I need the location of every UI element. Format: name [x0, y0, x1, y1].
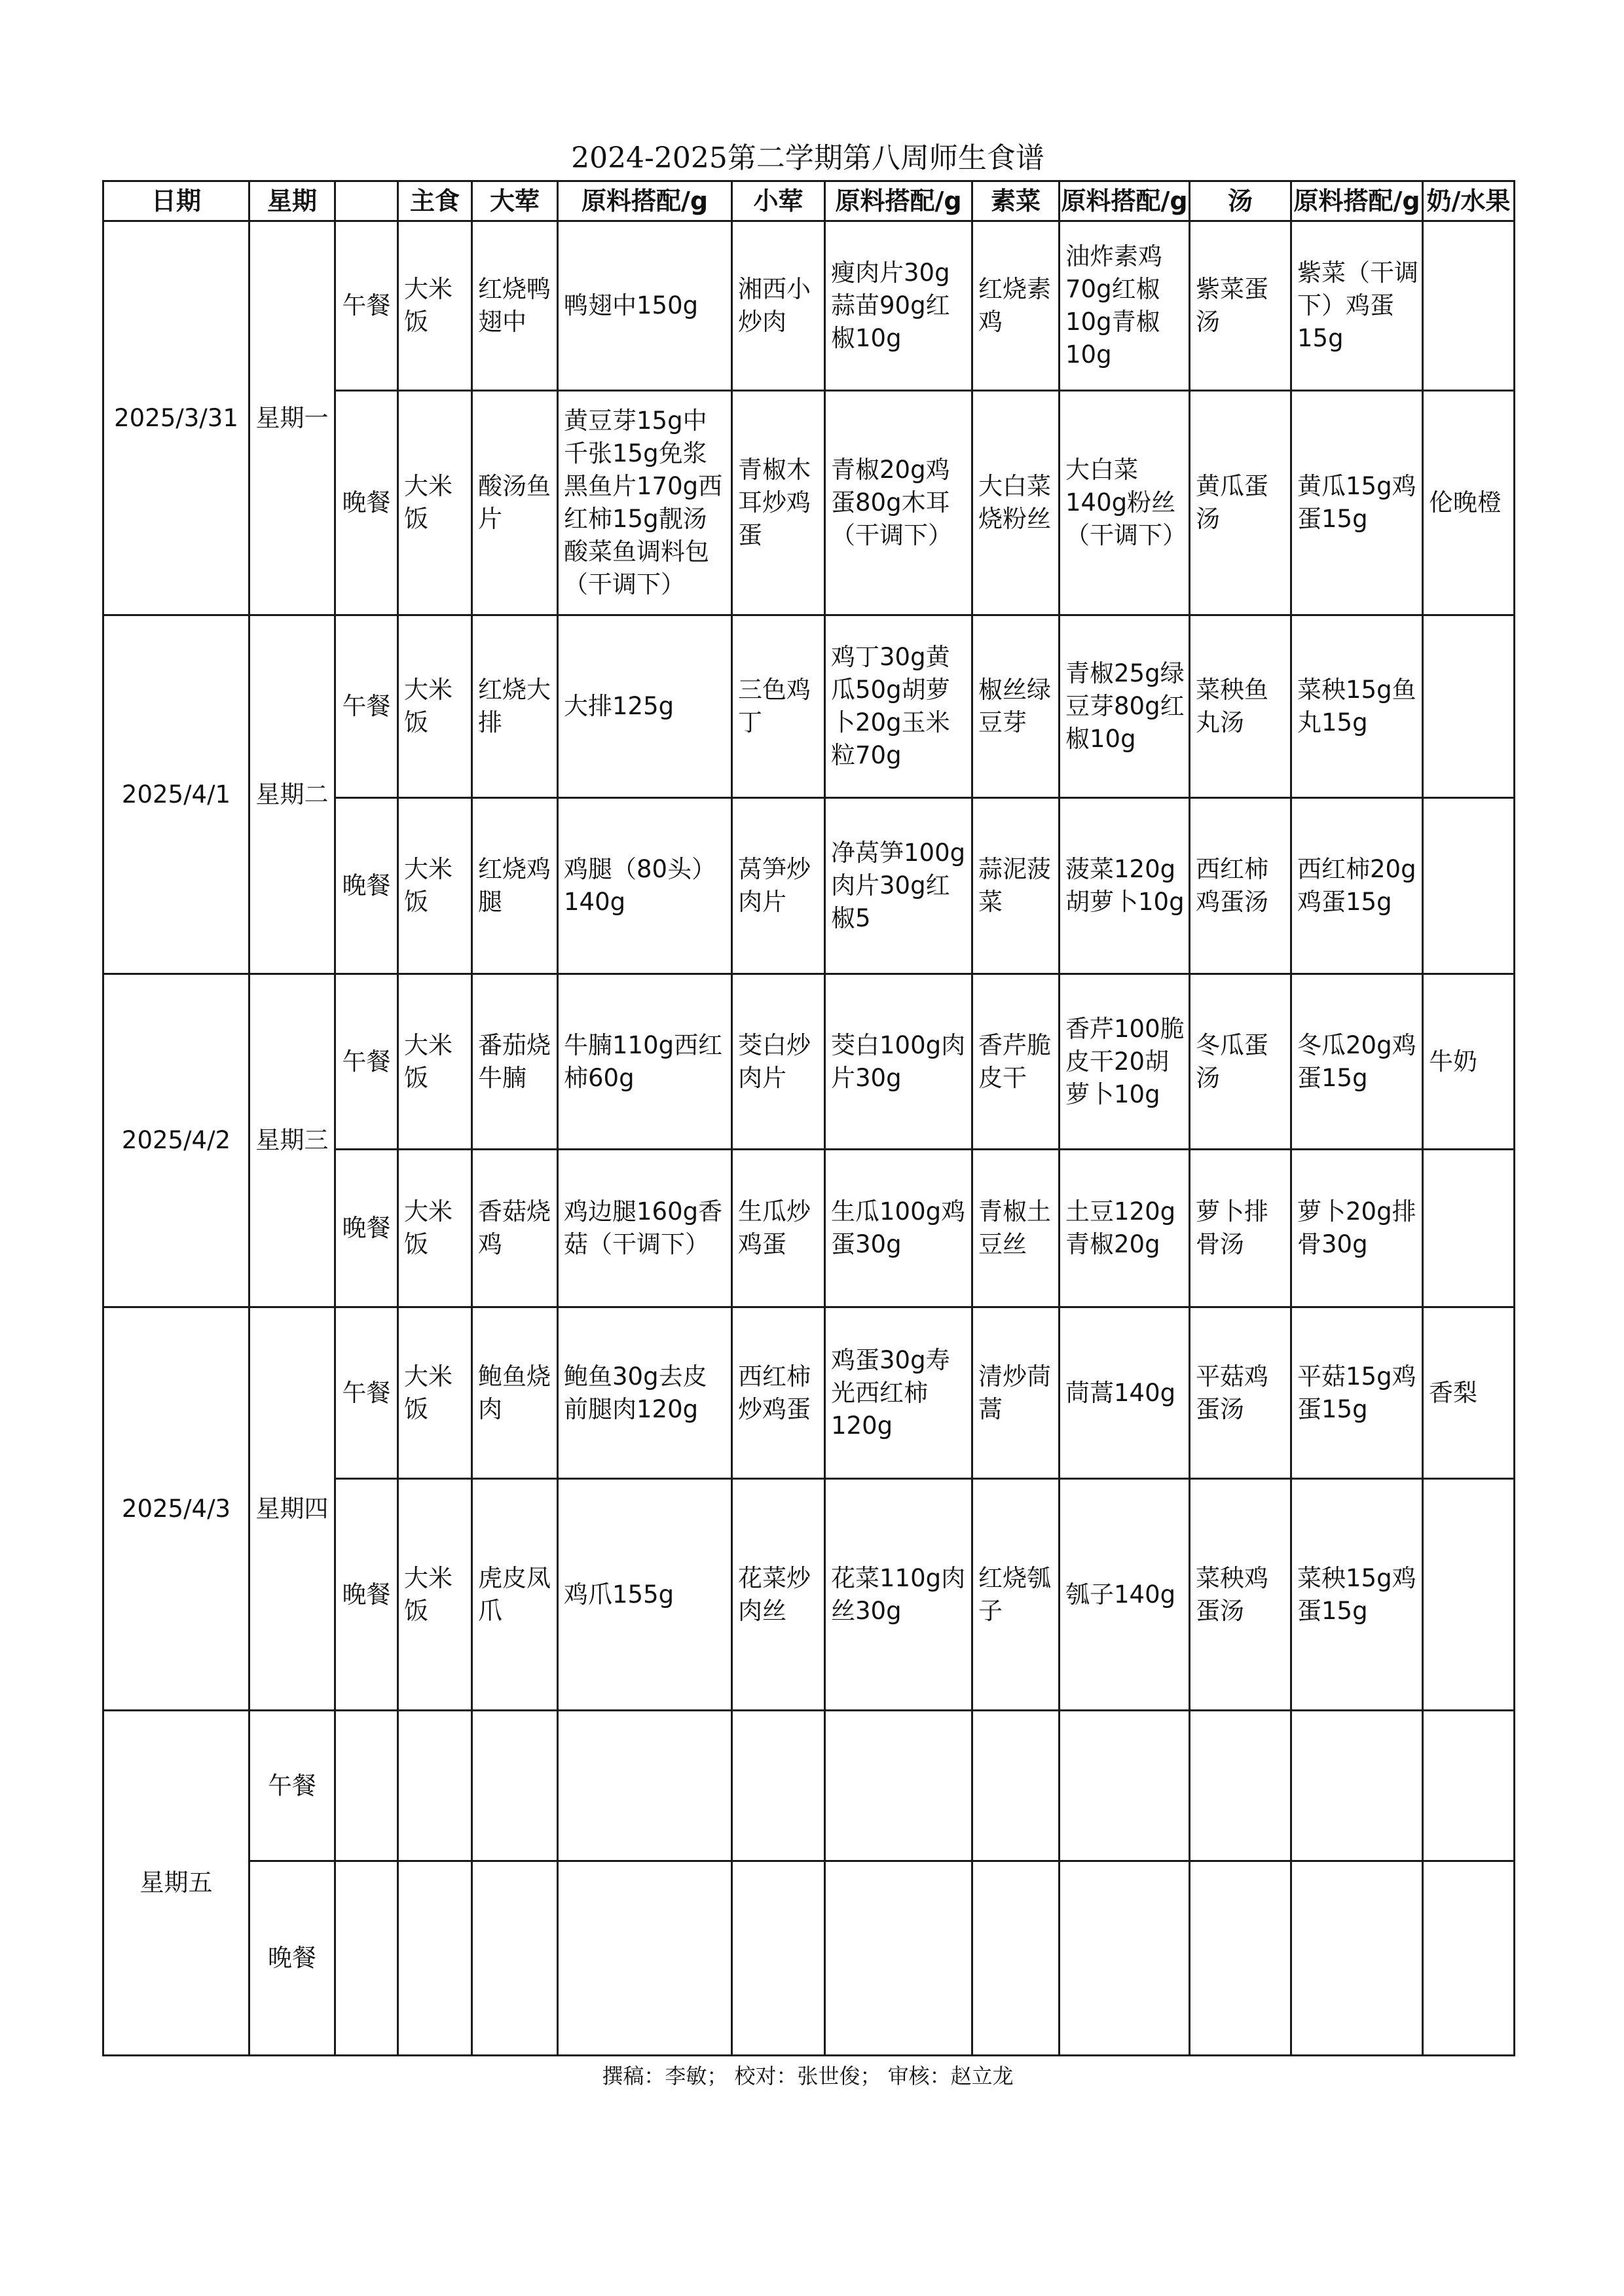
side-meat-ingredients-cell: 茭白100g肉片30g: [825, 974, 972, 1150]
table-row: [103, 1307, 1515, 1479]
vegetable-ingredients-cell: 香芹100脆皮干20胡萝卜10g: [1060, 974, 1190, 1150]
soup-ingredients-cell: [1291, 1861, 1423, 2056]
soup-cell: 冬瓜蛋汤: [1190, 974, 1291, 1150]
meal-cell: 午餐: [335, 1307, 398, 1479]
meal-cell: 晚餐: [335, 391, 398, 615]
vegetable-cell: [972, 1861, 1060, 2056]
main-meat-cell: 虎皮凤爪: [472, 1479, 558, 1711]
table-row: [103, 1711, 1515, 1861]
soup-ingredients-cell: 冬瓜20g鸡蛋15g: [1291, 974, 1423, 1150]
date-cell: 2025/3/31: [103, 221, 249, 615]
soup-ingredients-cell: 紫菜（干调下）鸡蛋15g: [1291, 221, 1423, 391]
empty-cell: [335, 1861, 398, 2056]
vegetable-ingredients-cell: 油炸素鸡70g红椒10g青椒10g: [1060, 221, 1190, 391]
header-soup: 汤: [1190, 181, 1291, 221]
weekday-cell: 星期一: [249, 221, 335, 615]
main-meat-ingredients-cell: 鲍鱼30g去皮前腿肉120g: [558, 1307, 732, 1479]
main-meat-cell: 红烧大排: [472, 615, 558, 798]
side-meat-cell: [732, 1711, 825, 1861]
main-meat-cell: [472, 1711, 558, 1861]
main-meat-ingredients-cell: 鸡腿（80头）140g: [558, 798, 732, 974]
vegetable-ingredients-cell: [1060, 1861, 1190, 2056]
header-side-meat: 小荤: [732, 181, 825, 221]
page-title: 2024-2025第二学期第八周师生食谱: [571, 141, 1044, 175]
meal-cell: 晚餐: [335, 1479, 398, 1711]
table-row: [103, 974, 1515, 1150]
main-meat-cell: 香菇烧鸡: [472, 1150, 558, 1307]
milk-fruit-cell: [1423, 1861, 1515, 2056]
milk-fruit-cell: 香梨: [1423, 1307, 1515, 1479]
empty-cell: [335, 1711, 398, 1861]
milk-fruit-cell: [1423, 221, 1515, 391]
side-meat-cell: 茭白炒肉片: [732, 974, 825, 1150]
meal-cell: 晚餐: [335, 1150, 398, 1307]
main-meat-cell: 酸汤鱼片: [472, 391, 558, 615]
side-meat-ingredients-cell: 青椒20g鸡蛋80g木耳（干调下）: [825, 391, 972, 615]
staple-cell: [398, 1861, 472, 2056]
staple-cell: 大米饭: [398, 1307, 472, 1479]
vegetable-cell: 大白菜烧粉丝: [972, 391, 1060, 615]
vegetable-cell: 清炒茼蒿: [972, 1307, 1060, 1479]
main-meat-ingredients-cell: 鸡爪155g: [558, 1479, 732, 1711]
main-meat-cell: [472, 1861, 558, 2056]
meal-cell: 晚餐: [249, 1861, 335, 2056]
vegetable-cell: 香芹脆皮干: [972, 974, 1060, 1150]
side-meat-ingredients-cell: 瘦肉片30g蒜苗90g红椒10g: [825, 221, 972, 391]
vegetable-ingredients-cell: 青椒25g绿豆芽80g红椒10g: [1060, 615, 1190, 798]
side-meat-ingredients-cell: [825, 1711, 972, 1861]
soup-ingredients-cell: [1291, 1711, 1423, 1861]
soup-cell: 黄瓜蛋汤: [1190, 391, 1291, 615]
side-meat-cell: 青椒木耳炒鸡蛋: [732, 391, 825, 615]
side-meat-cell: 莴笋炒肉片: [732, 798, 825, 974]
date-cell: 2025/4/3: [103, 1307, 249, 1711]
soup-ingredients-cell: 黄瓜15g鸡蛋15g: [1291, 391, 1423, 615]
staple-cell: 大米饭: [398, 615, 472, 798]
weekday-cell: 星期四: [249, 1307, 335, 1711]
vegetable-cell: 红烧素鸡: [972, 221, 1060, 391]
date-cell: 2025/4/2: [103, 974, 249, 1307]
side-meat-cell: 花菜炒肉丝: [732, 1479, 825, 1711]
main-meat-cell: 鲍鱼烧肉: [472, 1307, 558, 1479]
header-main-meat: 大荤: [472, 181, 558, 221]
staple-cell: [398, 1711, 472, 1861]
soup-ingredients-cell: 菜秧15g鱼丸15g: [1291, 615, 1423, 798]
table-row: [103, 1861, 1515, 2056]
header-milk-fruit: 奶/水果: [1423, 181, 1515, 221]
side-meat-ingredients-cell: 花菜110g肉丝30g: [825, 1479, 972, 1711]
vegetable-ingredients-cell: 大白菜140g粉丝（干调下）: [1060, 391, 1190, 615]
side-meat-cell: 生瓜炒鸡蛋: [732, 1150, 825, 1307]
side-meat-ingredients-cell: 净莴笋100g肉片30g红椒5: [825, 798, 972, 974]
meal-cell: 午餐: [335, 974, 398, 1150]
side-meat-cell: 西红柿炒鸡蛋: [732, 1307, 825, 1479]
vegetable-ingredients-cell: [1060, 1711, 1190, 1861]
date-cell: 2025/4/1: [103, 615, 249, 974]
side-meat-cell: 湘西小炒肉: [732, 221, 825, 391]
side-meat-cell: [732, 1861, 825, 2056]
staple-cell: 大米饭: [398, 221, 472, 391]
staple-cell: 大米饭: [398, 1479, 472, 1711]
vegetable-cell: 青椒土豆丝: [972, 1150, 1060, 1307]
main-meat-ingredients-cell: [558, 1861, 732, 2056]
menu-table: [102, 180, 1515, 2056]
soup-cell: [1190, 1711, 1291, 1861]
table-row: [103, 615, 1515, 798]
weekday-cell: 星期二: [249, 615, 335, 974]
milk-fruit-cell: [1423, 1711, 1515, 1861]
header-weekday: 星期: [249, 181, 335, 221]
main-meat-ingredients-cell: 大排125g: [558, 615, 732, 798]
side-meat-cell: 三色鸡丁: [732, 615, 825, 798]
main-meat-ingredients-cell: 鸡边腿160g香菇（干调下）: [558, 1150, 732, 1307]
side-meat-ingredients-cell: 生瓜100g鸡蛋30g: [825, 1150, 972, 1307]
staple-cell: 大米饭: [398, 798, 472, 974]
vegetable-cell: [972, 1711, 1060, 1861]
main-meat-cell: 红烧鸭翅中: [472, 221, 558, 391]
soup-cell: 西红柿鸡蛋汤: [1190, 798, 1291, 974]
vegetable-cell: 红烧瓠子: [972, 1479, 1060, 1711]
meal-cell: 晚餐: [335, 798, 398, 974]
main-meat-cell: 红烧鸡腿: [472, 798, 558, 974]
milk-fruit-cell: [1423, 615, 1515, 798]
main-meat-ingredients-cell: 黄豆芽15g中千张15g免浆黑鱼片170g西红柿15g靓汤酸菜鱼调料包（干调下）: [558, 391, 732, 615]
vegetable-cell: 椒丝绿豆芽: [972, 615, 1060, 798]
milk-fruit-cell: [1423, 798, 1515, 974]
header-main-meat-ingredients: 原料搭配/g: [558, 181, 732, 221]
side-meat-ingredients-cell: 鸡蛋30g寿光西红柿120g: [825, 1307, 972, 1479]
side-meat-ingredients-cell: 鸡丁30g黄瓜50g胡萝卜20g玉米粒70g: [825, 615, 972, 798]
main-meat-ingredients-cell: [558, 1711, 732, 1861]
vegetable-ingredients-cell: 土豆120g青椒20g: [1060, 1150, 1190, 1307]
header-vegetable: 素菜: [972, 181, 1060, 221]
soup-cell: [1190, 1861, 1291, 2056]
menu-sheet: [102, 139, 1513, 2090]
header-soup-ingredients: 原料搭配/g: [1291, 181, 1423, 221]
table-header-row: [103, 181, 1515, 221]
main-meat-ingredients-cell: 鸭翅中150g: [558, 221, 732, 391]
vegetable-cell: 蒜泥菠菜: [972, 798, 1060, 974]
soup-ingredients-cell: 平菇15g鸡蛋15g: [1291, 1307, 1423, 1479]
soup-ingredients-cell: 菜秧15g鸡蛋15g: [1291, 1479, 1423, 1711]
header-staple: 主食: [398, 181, 472, 221]
soup-cell: 紫菜蛋汤: [1190, 221, 1291, 391]
credits-footer: 撰稿：李敏； 校对：张世俊； 审核：赵立龙: [602, 2064, 1014, 2088]
header-side-meat-ingredients: 原料搭配/g: [825, 181, 972, 221]
staple-cell: 大米饭: [398, 974, 472, 1150]
soup-ingredients-cell: 萝卜20g排骨30g: [1291, 1150, 1423, 1307]
milk-fruit-cell: 伦晚橙: [1423, 391, 1515, 615]
soup-cell: 平菇鸡蛋汤: [1190, 1307, 1291, 1479]
staple-cell: 大米饭: [398, 1150, 472, 1307]
weekday-cell: 星期三: [249, 974, 335, 1307]
soup-cell: 菜秧鸡蛋汤: [1190, 1479, 1291, 1711]
header-vegetable-ingredients: 原料搭配/g: [1060, 181, 1190, 221]
header-meal: [335, 181, 398, 221]
milk-fruit-cell: [1423, 1479, 1515, 1711]
vegetable-ingredients-cell: 瓠子140g: [1060, 1479, 1190, 1711]
main-meat-ingredients-cell: 牛腩110g西红柿60g: [558, 974, 732, 1150]
table-row: [103, 221, 1515, 391]
vegetable-ingredients-cell: 茼蒿140g: [1060, 1307, 1190, 1479]
main-meat-cell: 番茄烧牛腩: [472, 974, 558, 1150]
weekday-cell: 星期五: [103, 1711, 249, 2056]
side-meat-ingredients-cell: [825, 1861, 972, 2056]
meal-cell: 午餐: [335, 221, 398, 391]
milk-fruit-cell: 牛奶: [1423, 974, 1515, 1150]
meal-cell: 午餐: [249, 1711, 335, 1861]
soup-ingredients-cell: 西红柿20g鸡蛋15g: [1291, 798, 1423, 974]
staple-cell: 大米饭: [398, 391, 472, 615]
header-date: 日期: [103, 181, 249, 221]
meal-cell: 午餐: [335, 615, 398, 798]
soup-cell: 菜秧鱼丸汤: [1190, 615, 1291, 798]
soup-cell: 萝卜排骨汤: [1190, 1150, 1291, 1307]
vegetable-ingredients-cell: 菠菜120g胡萝卜10g: [1060, 798, 1190, 974]
milk-fruit-cell: [1423, 1150, 1515, 1307]
